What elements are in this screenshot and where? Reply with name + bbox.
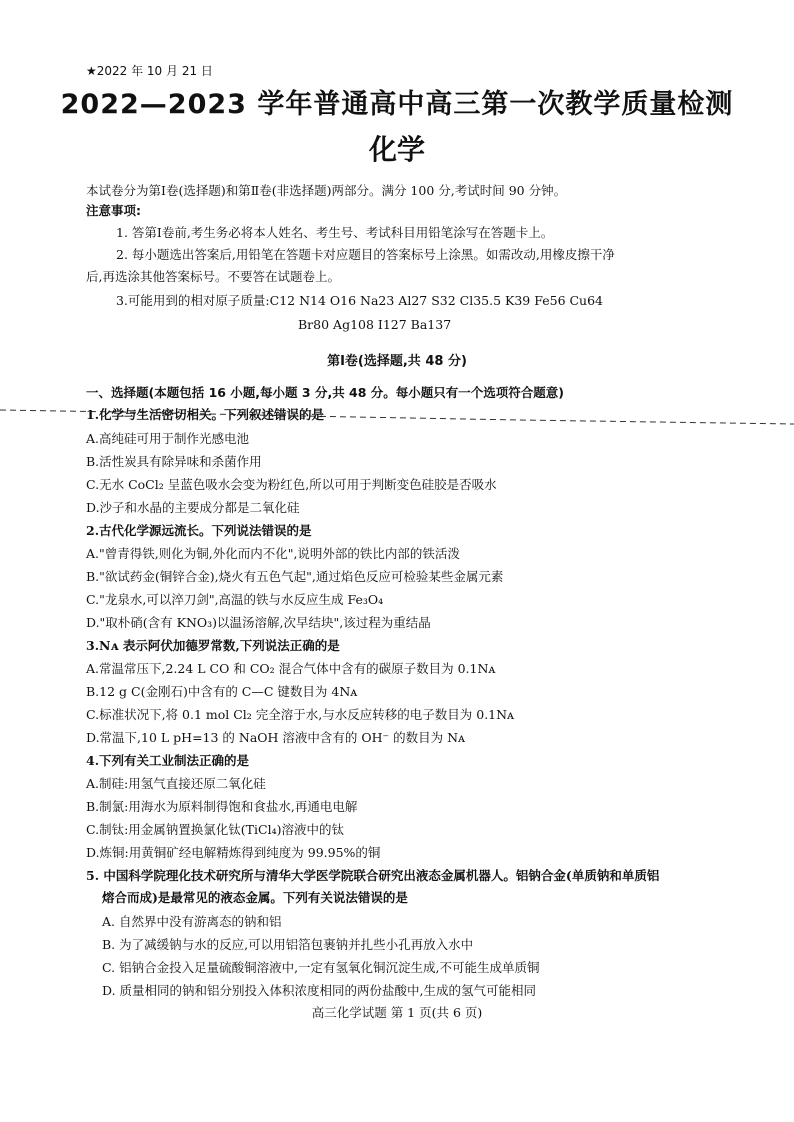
question-3-option-b: B.12 g C(金刚石)中含有的 C—C 键数目为 4Nᴀ [86, 684, 358, 699]
question-1-option-a: A.高纯硅可用于制作光感电池 [86, 431, 250, 446]
question-4-option-c: C.制钛:用金属钠置换氯化钛(TiCl₄)溶液中的钛 [86, 822, 344, 837]
note-2-cont: 后,再选涂其他答案标号。不要答在试题卷上。 [86, 269, 340, 284]
question-4-option-d: D.炼铜:用黄铜矿经电解精炼得到纯度为 99.95%的铜 [86, 845, 381, 860]
notice-title: 注意事项: [86, 203, 141, 218]
question-2-option-a: A."曾青得铁,则化为铜,外化而内不化",说明外部的铁比内部的铁活泼 [86, 546, 460, 561]
question-3-stem: 3.Nᴀ 表示阿伏加德罗常数,下列说法正确的是 [86, 638, 340, 653]
question-1-option-b: B.活性炭具有除异味和杀菌作用 [86, 454, 262, 469]
section-instruction: 一、选择题(本题包括 16 小题,每小题 3 分,共 48 分。每小题只有一个选项符合题意) [86, 385, 565, 400]
question-3-option-c: C.标准状况下,将 0.1 mol Cl₂ 完全溶于水,与水反应转移的电子数目为 0.1Nᴀ [86, 707, 515, 722]
note-2: 2. 每小题选出答案后,用铅笔在答题卡对应题目的答案标号上涂黑。如需改动,用橡皮擦干净 [116, 247, 615, 262]
question-1-option-c: C.无水 CoCl₂ 呈蓝色吸水会变为粉红色,所以可用于判断变色硅胶是否吸水 [86, 477, 497, 492]
question-2-option-b: B."欲试药金(铜锌合金),烧火有五色气起",通过焰色反应可检验某些金属元素 [86, 569, 504, 584]
section-title: 第Ⅰ卷(选择题,共 48 分) [327, 354, 467, 369]
question-2-option-d: D."取朴硝(含有 KNO₃)以温汤溶解,次早结块",该过程为重结晶 [86, 615, 431, 630]
question-5-stem-cont: 熔合而成)是最常见的液态金属。下列有关说法错误的是 [102, 890, 408, 905]
note-3: 3.可能用到的相对原子质量:C12 N14 O16 Na23 Al27 S32 Cl35.5 K39 Fe56 Cu64 [116, 293, 604, 308]
exam-description: 本试卷分为第Ⅰ卷(选择题)和第Ⅱ卷(非选择题)两部分。满分 100 分,考试时间 90 分钟。 [86, 183, 567, 198]
question-3-option-d: D.常温下,10 L pH=13 的 NaOH 溶液中含有的 OH⁻ 的数目为 Nᴀ [86, 730, 466, 745]
question-1-option-d: D.沙子和水晶的主要成分都是二氧化硅 [86, 500, 300, 515]
question-4-option-a: A.制硅:用氢气直接还原二氧化硅 [86, 776, 266, 791]
question-5-option-a: A. 自然界中没有游离态的钠和铝 [102, 914, 282, 929]
question-1-stem: 1.化学与生活密切相关。下列叙述错误的是 [86, 407, 325, 422]
page-footer: 高三化学试题 第 1 页(共 6 页) [311, 1005, 483, 1020]
question-2-stem: 2.古代化学源远流长。下列说法错误的是 [86, 523, 312, 538]
question-5-option-d: D. 质量相同的钠和铝分别投入体积浓度相同的两份盐酸中,生成的氢气可能相同 [102, 983, 536, 998]
question-4-option-b: B.制氯:用海水为原料制得饱和食盐水,再通电电解 [86, 799, 358, 814]
exam-title: 2022—2023 学年普通高中高三第一次教学质量检测 [60, 89, 734, 120]
question-5-stem: 5. 中国科学院理化技术研究所与清华大学医学院联合研究出液态金属机器人。铝钠合金(单质钠和单质铝 [86, 868, 660, 883]
question-5-option-c: C. 铝钠合金投入足量硫酸铜溶液中,一定有氢氧化铜沉淀生成,不可能生成单质铜 [102, 960, 540, 975]
question-3-option-a: A.常温常压下,2.24 L CO 和 CO₂ 混合气体中含有的碳原子数目为 0.1Nᴀ [86, 661, 496, 676]
note-1: 1. 答第Ⅰ卷前,考生务必将本人姓名、考生号、考试科目用铅笔涂写在答题卡上。 [116, 225, 554, 240]
exam-date: ★2022 年 10 月 21 日 [86, 64, 213, 78]
exam-subject: 化学 [368, 133, 425, 166]
question-5-option-b: B. 为了减缓钠与水的反应,可以用铝箔包裹钠并扎些小孔再放入水中 [102, 937, 474, 952]
question-2-option-c: C."龙泉水,可以淬刀剑",高温的铁与水反应生成 Fe₃O₄ [86, 592, 384, 607]
note-3-cont: Br80 Ag108 I127 Ba137 [298, 317, 452, 332]
question-4-stem: 4.下列有关工业制法正确的是 [86, 753, 250, 768]
